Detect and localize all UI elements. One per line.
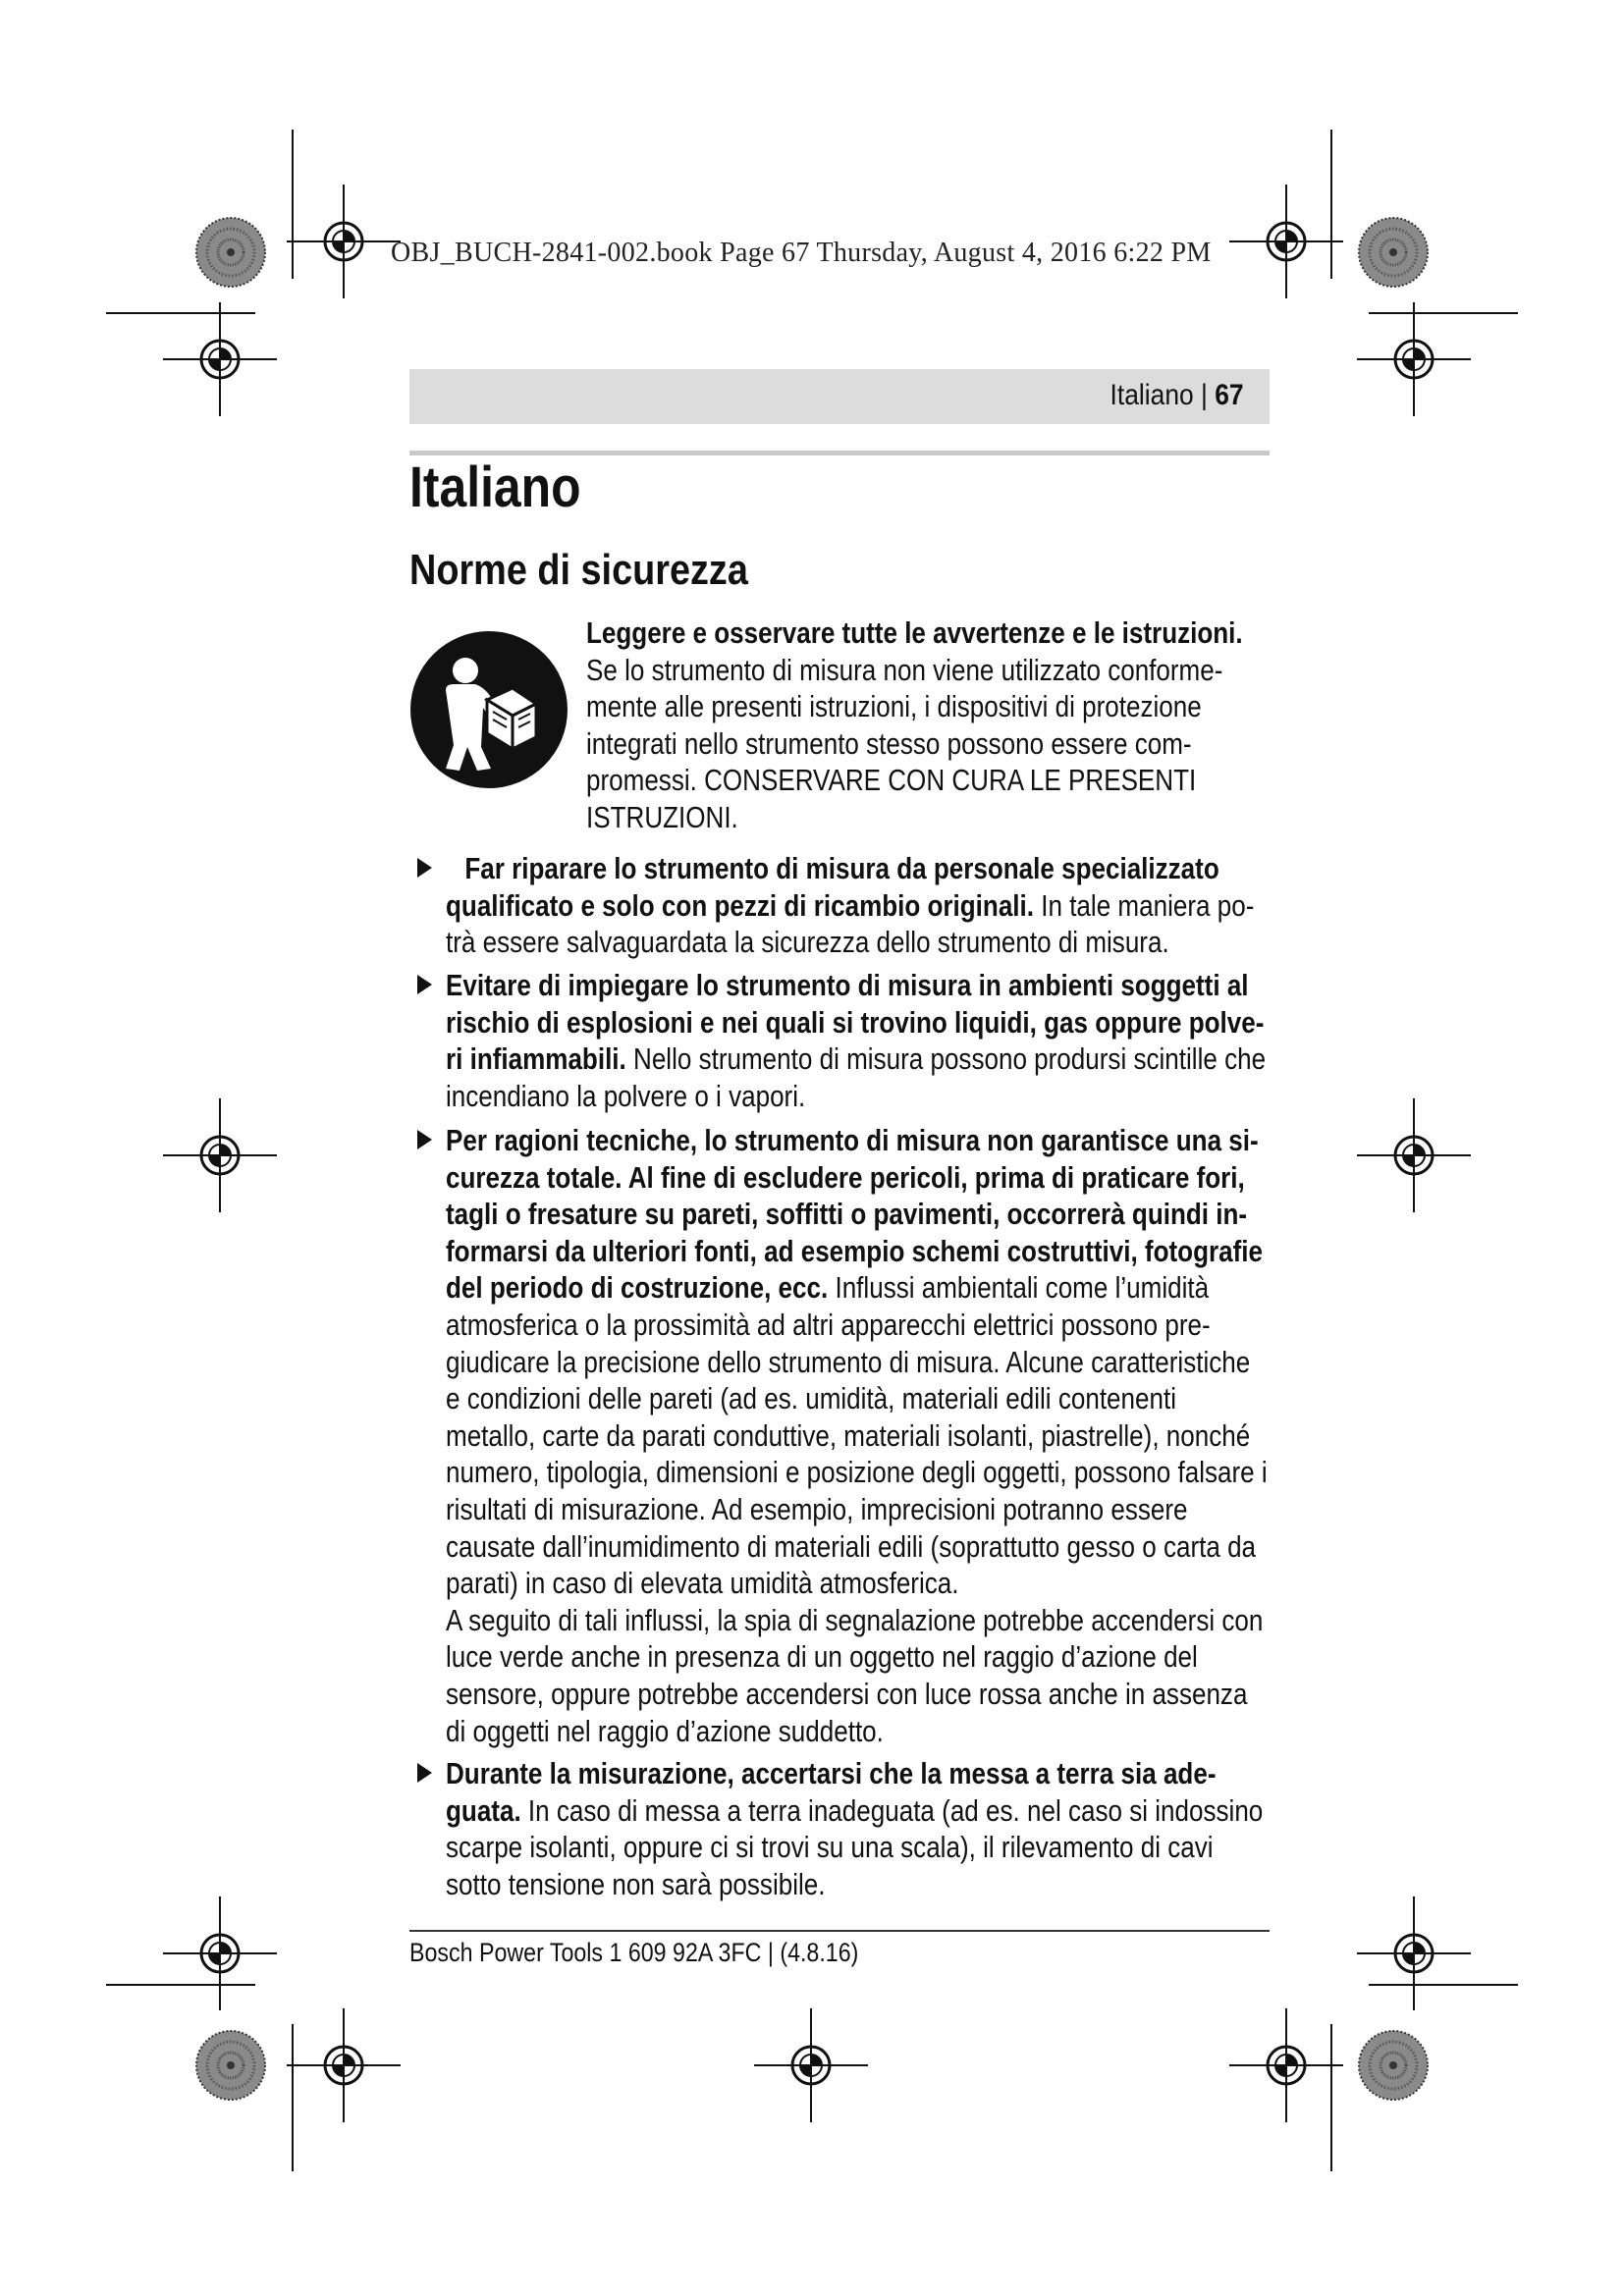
bullet-bold: Per ragioni tecniche, lo strumento di misura non garantisce una sicurezza totale. Al fine di escludere pericoli, prima di praticare fori, tagli o fresature su pareti, soffitti o pavimenti, occorrerà quindi informarsi da ulteriori fonti, ad esempio schemi costruttivi, fotografie del periodo di costruzione, ecc.: [446, 1123, 1263, 1306]
registration-starburst-icon: [1354, 2026, 1433, 2105]
registration-crosshair-icon: [1355, 1895, 1473, 2012]
print-header: OBJ_BUCH-2841-002.book Page 67 Thursday, August 4, 2016 6:22 PM: [391, 238, 1212, 268]
registration-starburst-icon: [191, 213, 270, 292]
page-footer: Bosch Power Tools 1 609 92A 3FC | (4.8.16): [409, 1938, 859, 1967]
intro-text: Se lo strumento di misura non viene utilizzato conformemente alle presenti istruzioni, i dispositivi di protezione integrati nello strumento stesso possono essere compromessi. CONSERVARE CON CURA LE PRESENTI ISTRUZIONI.: [586, 652, 1223, 834]
bullet-arrow-icon: [417, 1763, 432, 1783]
bullet-item: [446, 850, 1271, 961]
intro-paragraph: [586, 614, 1269, 836]
bullet-text-continued: A seguito di tali influssi, la spia di segnalazione potrebbe accendersi con luce verde anche in presenza di un oggetto nel raggio d’azione del sensore, oppure potrebbe accendersi con luce rossa anche in assenza di oggetti nel raggio d’azione suddetto.: [446, 1602, 1264, 1748]
bullet-text: In caso di messa a terra inadeguata (ad es. nel caso si indossino scarpe isolanti, oppure ci si trovi su una scala), il rilevamento di cavi sotto tensione non sarà possibile.: [446, 1792, 1264, 1901]
page-title: Italiano: [409, 455, 581, 519]
registration-crosshair-icon: [161, 300, 279, 418]
bullet-text: In tale maniera potrà essere salvaguardata la sicurezza dello strumento di misura.: [446, 887, 1255, 960]
bullet-bold: Evitare di impiegare lo strumento di misura in ambienti soggetti al rischio di esplosioni e nei quali si trovino liquidi, gas oppure polveri infiammabili.: [446, 968, 1265, 1077]
running-header-text: [1110, 379, 1244, 412]
footer-rule: [409, 1930, 1270, 1932]
registration-crosshair-icon: [1227, 183, 1345, 300]
registration-crosshair-icon: [285, 183, 403, 300]
bullet-bold: Durante la misurazione, accertarsi che la messa a terra sia adeguata.: [446, 1756, 1217, 1828]
registration-crosshair-icon: [285, 2006, 403, 2124]
registration-starburst-icon: [191, 2026, 270, 2105]
registration-crosshair-icon: [752, 2006, 870, 2124]
section-title: Norme di sicurezza: [409, 546, 748, 594]
running-header: [409, 369, 1270, 424]
registration-crosshair-icon: [161, 1895, 279, 2012]
registration-crosshair-icon: [161, 1096, 279, 1214]
registration-crosshair-icon: [1355, 1096, 1473, 1214]
header-separator: |: [1194, 379, 1216, 411]
read-manual-icon: [410, 631, 568, 788]
bullet-item: [446, 1122, 1271, 1749]
bullet-arrow-icon: [417, 858, 432, 878]
bullet-arrow-icon: [417, 1130, 432, 1149]
bullet-item: [446, 1755, 1271, 1902]
registration-crosshair-icon: [1227, 2006, 1345, 2124]
page-number: 67: [1215, 379, 1244, 411]
intro-bold: Leggere e osservare tutte le avvertenze e le istruzioni.: [586, 615, 1243, 650]
bullet-bold: Far riparare lo strumento di misura da personale specializzato qualificato e solo con pezzi di ricambio originali.: [446, 851, 1219, 923]
registration-starburst-icon: [1354, 213, 1433, 292]
header-section: Italiano: [1110, 379, 1195, 411]
bullet-text: Nello strumento di misura possono prodursi scintille che incendiano la polvere o i vapori.: [446, 1041, 1267, 1113]
bullet-item: [446, 967, 1271, 1114]
bullet-text: Influssi ambientali come l’umidità atmosferica o la prossimità ad altri apparecchi elettrici possono pregiudicare la precisione dello strumento di misura. Alcune caratteristiche e condizioni delle pareti (ad es. umidità, materiali edili contenenti metallo, carte da parati conduttive, materiali isolanti, piastrelle), nonché numero, tipologia, dimensioni e posizione degli oggetti, possono falsare i risultati di misurazione. Ad esempio, imprecisioni potranno essere causate dall’inumidimento di materiali edili (soprattutto gesso o carta da parati) in caso di elevata umidità atmosferica.: [446, 1270, 1268, 1601]
bullet-arrow-icon: [417, 975, 432, 994]
registration-crosshair-icon: [1355, 300, 1473, 418]
